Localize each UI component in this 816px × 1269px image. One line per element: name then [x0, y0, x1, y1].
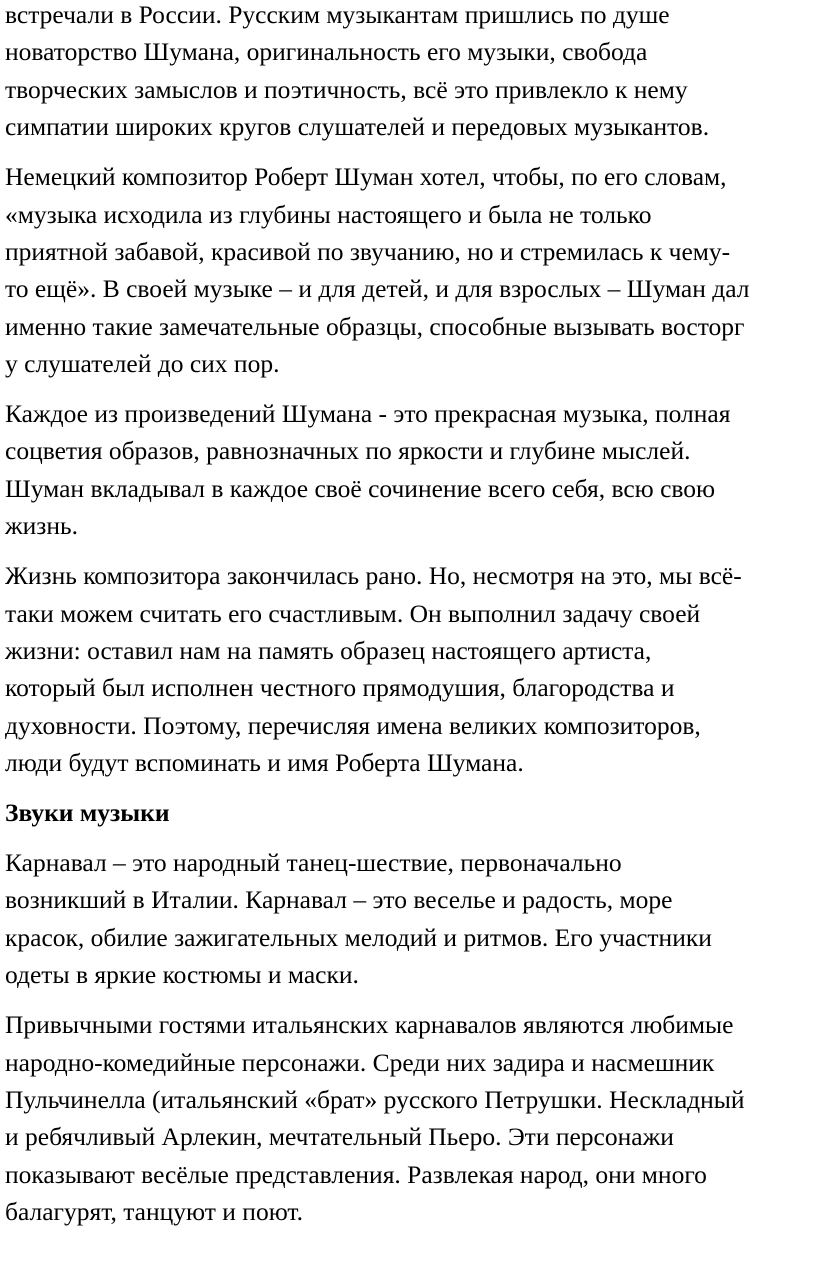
text-line: жизни: оставил нам на память образец настоящего артиста, — [5, 636, 652, 665]
text-line: творческих замыслов и поэтичность, всё это привлекло к нему — [5, 74, 688, 104]
text-line: именно такие замечательные образцы, способные вызывать восторг — [5, 311, 745, 341]
text-line: новаторство Шумана, оригинальность его музыки, свобода — [5, 37, 648, 67]
text-line: Жизнь композитора закончилась рано. Но, несмотря на это, мы всё- — [5, 561, 742, 591]
text-line: народно-комедийные персонажи. Среди них задира и насмешник — [5, 1047, 715, 1077]
text-line: люди будут вспоминать и имя Роберта Шумана. — [5, 748, 524, 778]
heading-text: Звуки музыки — [5, 798, 170, 828]
text-line: у слушателей до сих пор. — [5, 349, 280, 379]
text-line: жизнь. — [5, 511, 78, 541]
text-line: который был исполнен честного прямодушия, благородства и — [5, 673, 675, 703]
text-line: Карнавал – это народный танец-шествие, первоначально — [5, 848, 622, 878]
text-line: то ещё». В своей музыке – и для детей, и для взрослых – Шуман дал — [5, 274, 750, 304]
paragraph — [5, 844, 812, 994]
text-line: показывают весёлые представления. Развлекая народ, они много — [5, 1159, 707, 1189]
text-line: Каждое из произведений Шумана - это прекрасная музыка, полная — [5, 399, 731, 429]
text-line: встречали в России. Русским музыкантам пришлись по душе — [5, 0, 670, 29]
text-line: Немецкий композитор Роберт Шуман хотел, чтобы, по его словам, — [5, 162, 727, 192]
paragraph — [5, 1006, 812, 1230]
text-line: соцветия образов, равнозначных по яркости и глубине мыслей. — [5, 436, 691, 466]
paragraph — [5, 395, 812, 545]
text-line: Шуман вкладывал в каждое своё сочинение всего себя, всю свою — [5, 473, 716, 503]
text-line: приятной забавой, красивой по звучанию, но и стремилась к чему- — [5, 236, 731, 266]
text-line: Привычными гостями итальянских карнавалов являются любимые — [5, 1010, 734, 1040]
text-line: таки можем считать его счастливым. Он выполнил задачу своей — [5, 598, 701, 628]
text-line: духовности. Поэтому, перечисляя имена великих композиторов, — [5, 710, 701, 740]
paragraph — [5, 557, 812, 781]
text-line: и ребячливый Арлекин, мечтательный Пьеро. Эти персонажи — [5, 1122, 674, 1152]
text-line: одеты в яркие костюмы и маски. — [5, 960, 359, 990]
text-line: балагурят, танцуют и поют. — [5, 1197, 304, 1227]
text-line: «музыка исходила из глубины настоящего и была не только — [5, 199, 652, 229]
paragraph — [5, 0, 812, 146]
paragraph — [5, 158, 812, 382]
text-line: возникший в Италии. Карнавал – это веселье и радость, море — [5, 885, 673, 915]
text-line: красок, обилие зажигательных мелодий и ритмов. Его участники — [5, 922, 712, 952]
text-line: симпатии широких кругов слушателей и передовых музыкантов. — [5, 112, 710, 142]
text-line: Пульчинелла (итальянский «брат» русского Петрушки. Нескладный — [5, 1084, 745, 1114]
section-heading — [5, 794, 812, 831]
